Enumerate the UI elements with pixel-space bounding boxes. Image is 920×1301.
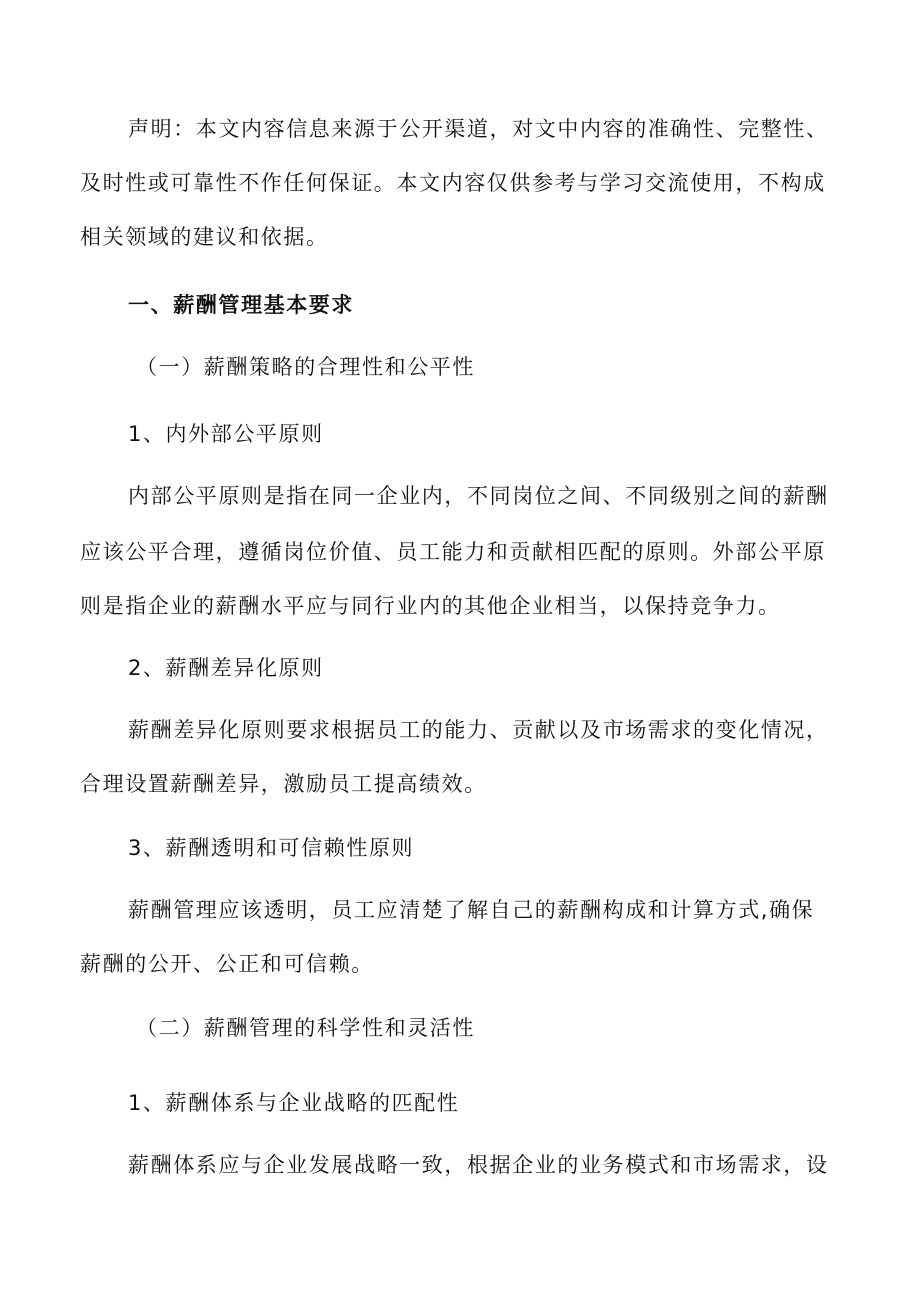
paragraph-1-3-line-1: 薪酬管理应该透明，员工应清楚了解自己的薪酬构成和计算方式,确保 bbox=[128, 898, 815, 922]
item-heading-1-3: 3、薪酬透明和可信赖性原则 bbox=[128, 836, 415, 860]
paragraph-1-1-line-3: 则是指企业的薪酬水平应与同行业内的其他企业相当，以保持竞争力。 bbox=[80, 594, 781, 618]
disclaimer-line-2: 及时性或可靠性不作任何保证。本文内容仅供参考与学习交流使用，不构成 bbox=[80, 171, 826, 195]
item-heading-2-1: 1、薪酬体系与企业战略的匹配性 bbox=[128, 1091, 460, 1115]
subsection-heading-2: （二）薪酬管理的科学性和灵活性 bbox=[136, 1016, 475, 1040]
section-heading: 一、薪酬管理基本要求 bbox=[128, 293, 354, 317]
disclaimer-line-3: 相关领域的建议和依据。 bbox=[80, 225, 329, 249]
paragraph-1-2-line-1: 薪酬差异化原则要求根据员工的能力、贡献以及市场需求的变化情况， bbox=[128, 718, 829, 742]
subsection-heading-1: （一）薪酬策略的合理性和公平性 bbox=[136, 355, 475, 379]
paragraph-1-3-line-2: 薪酬的公开、公正和可信赖。 bbox=[80, 952, 374, 976]
paragraph-1-2-line-2: 合理设置薪酬差异，激励员工提高绩效。 bbox=[80, 772, 487, 796]
item-heading-1-2: 2、薪酬差异化原则 bbox=[128, 656, 324, 680]
item-heading-1-1: 1、内外部公平原则 bbox=[128, 422, 324, 446]
disclaimer-line-1: 声明：本文内容信息来源于公开渠道，对文中内容的准确性、完整性、 bbox=[128, 117, 829, 141]
paragraph-1-1-line-1: 内部公平原则是指在同一企业内，不同岗位之间、不同级别之间的薪酬 bbox=[128, 484, 829, 508]
paragraph-1-1-line-2: 应该公平合理，遵循岗位价值、员工能力和贡献相匹配的原则。外部公平原 bbox=[80, 540, 826, 564]
paragraph-2-1-line-1: 薪酬体系应与企业发展战略一致，根据企业的业务模式和市场需求，设 bbox=[128, 1153, 829, 1177]
